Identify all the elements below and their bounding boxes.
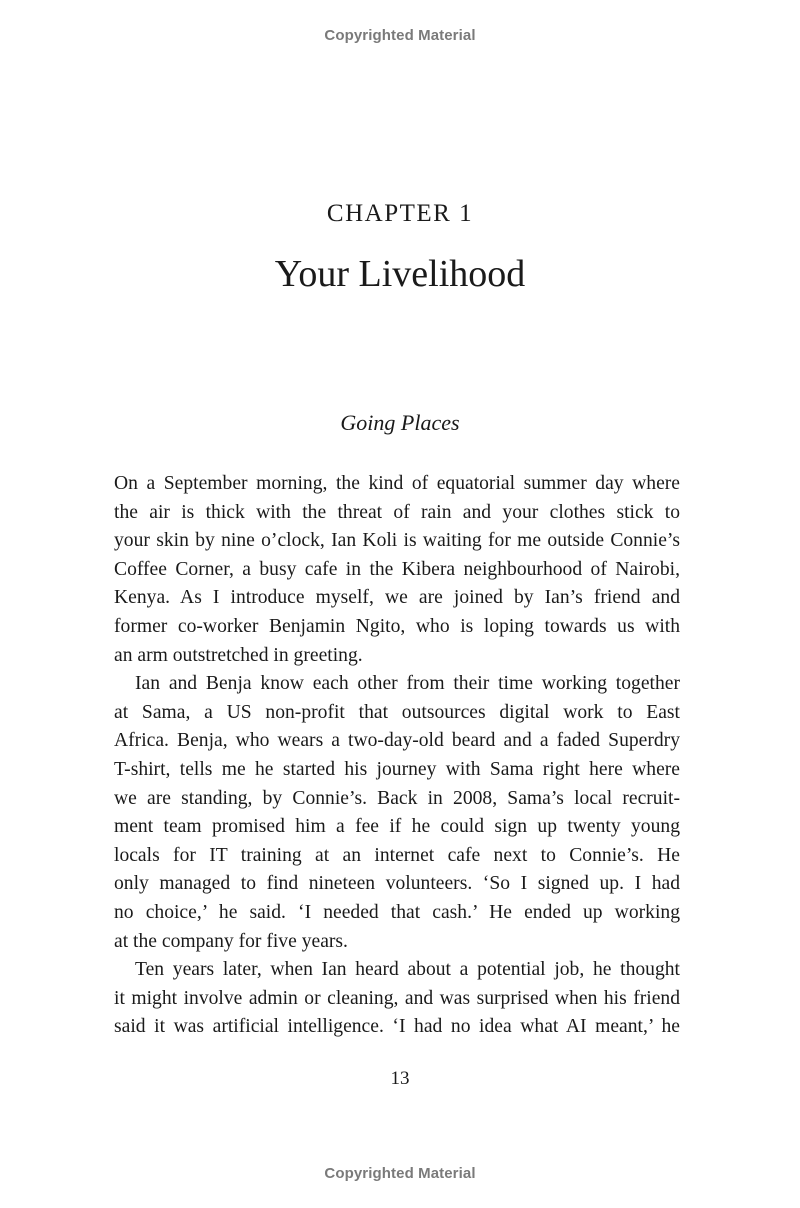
- section-title: Going Places: [340, 410, 460, 435]
- text-line: ment team promised him a fee if he could sign up twenty young: [114, 816, 680, 838]
- text-line: it might involve admin or cleaning, and was surprised when his friend: [114, 987, 680, 1009]
- text-line: Kenya. As I introduce myself, we are joined by Ian’s friend and: [114, 587, 680, 609]
- text-line: Ten years later, when Ian heard about a potential job, he thought: [135, 959, 680, 981]
- text-line: Coffee Corner, a busy cafe in the Kibera neighbourhood of Nairobi,: [114, 558, 680, 580]
- text-line: locals for IT training at an internet cafe next to Connie’s. He: [114, 844, 680, 866]
- chapter-label: CHAPTER 1: [326, 200, 474, 227]
- chapter-title: Your Livelihood: [274, 253, 526, 295]
- copyright-watermark-top: Copyrighted Material: [324, 27, 476, 44]
- text-line: Africa. Benja, who wears a two-day-old beard and a faded Superdry: [114, 730, 680, 752]
- body-text: [114, 470, 680, 1042]
- text-line: at Sama, a US non-profit that outsources digital work to East: [114, 701, 680, 723]
- paragraph: [114, 670, 680, 956]
- text-line: your skin by nine o’clock, Ian Koli is waiting for me outside Connie’s: [114, 530, 680, 552]
- text-line: no choice,’ he said. ‘I needed that cash.’ He ended up working: [114, 901, 680, 923]
- text-line: we are standing, by Connie’s. Back in 2008, Sama’s local recruit-: [114, 787, 680, 809]
- text-line: former co-worker Benjamin Ngito, who is loping towards us with: [114, 615, 680, 637]
- text-line: only managed to find nineteen volunteers. ‘So I signed up. I had: [114, 873, 680, 895]
- paragraph: [114, 956, 680, 1042]
- text-line: said it was artificial intelligence. ‘I had no idea what AI meant,’ he: [114, 1016, 680, 1038]
- text-line: at the company for five years.: [114, 930, 348, 952]
- text-line: an arm outstretched in greeting.: [114, 644, 363, 666]
- text-line: T-shirt, tells me he started his journey with Sama right here where: [114, 758, 680, 780]
- page-number: 13: [390, 1068, 410, 1089]
- text-line: Ian and Benja know each other from their time working together: [135, 673, 680, 695]
- copyright-watermark-bottom: Copyrighted Material: [324, 1165, 476, 1182]
- text-line: the air is thick with the threat of rain and your clothes stick to: [114, 501, 680, 523]
- text-line: On a September morning, the kind of equatorial summer day where: [114, 473, 680, 494]
- paragraph: [114, 470, 680, 670]
